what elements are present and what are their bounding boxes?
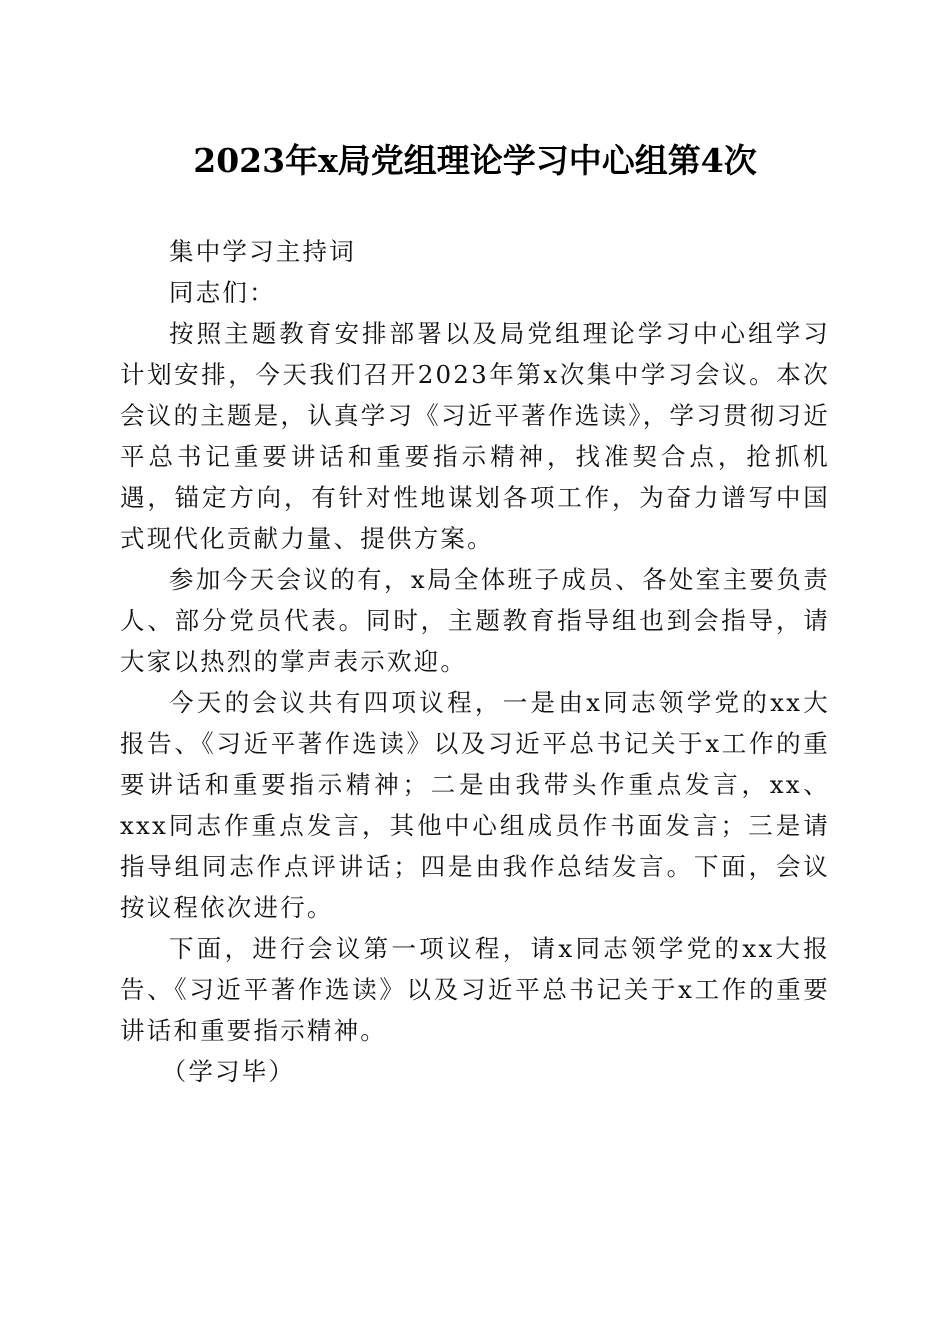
subtitle-paragraph: 集中学习主持词 — [169, 237, 356, 266]
note-paragraph: （学习毕） — [161, 1057, 296, 1086]
salutation-paragraph: 同志们： — [169, 278, 276, 307]
document-body — [120, 231, 830, 1092]
document-title: 2023年x局党组理论学习中心组第4次 — [193, 141, 757, 180]
body-paragraph: 按照主题教育安排部署以及局党组理论学习中心组学习计划安排，今天我们召开2023年第x次集中学习会议。本次会议的主题是，认真学习《习近平著作选读》，学习贯彻习近平总书记重要讲话和重要指示精神，找准契合点，抢抓机遇，锚定方向，有针对性地谋划各项工作，为奋力谱写中国式现代化贡献力量、提供方案。 — [120, 319, 830, 553]
body-paragraph: 今天的会议共有四项议程，一是由x同志领学党的xx大报告、《习近平著作选读》以及习近平总书记关于x工作的重要讲话和重要指示精神；二是由我带头作重点发言，xx、xxx同志作重点发言，其他中心组成员作书面发言；三是请指导组同志作点评讲话；四是由我作总结发言。下面，会议按议程依次进行。 — [120, 688, 830, 922]
body-paragraph: 参加今天会议的有，x局全体班子成员、各处室主要负责人、部分党员代表。同时，主题教育指导组也到会指导，请大家以热烈的掌声表示欢迎。 — [120, 565, 830, 676]
body-paragraph: 下面，进行会议第一项议程，请x同志领学党的xx大报告、《习近平著作选读》以及习近平总书记关于x工作的重要讲话和重要指示精神。 — [120, 934, 830, 1045]
